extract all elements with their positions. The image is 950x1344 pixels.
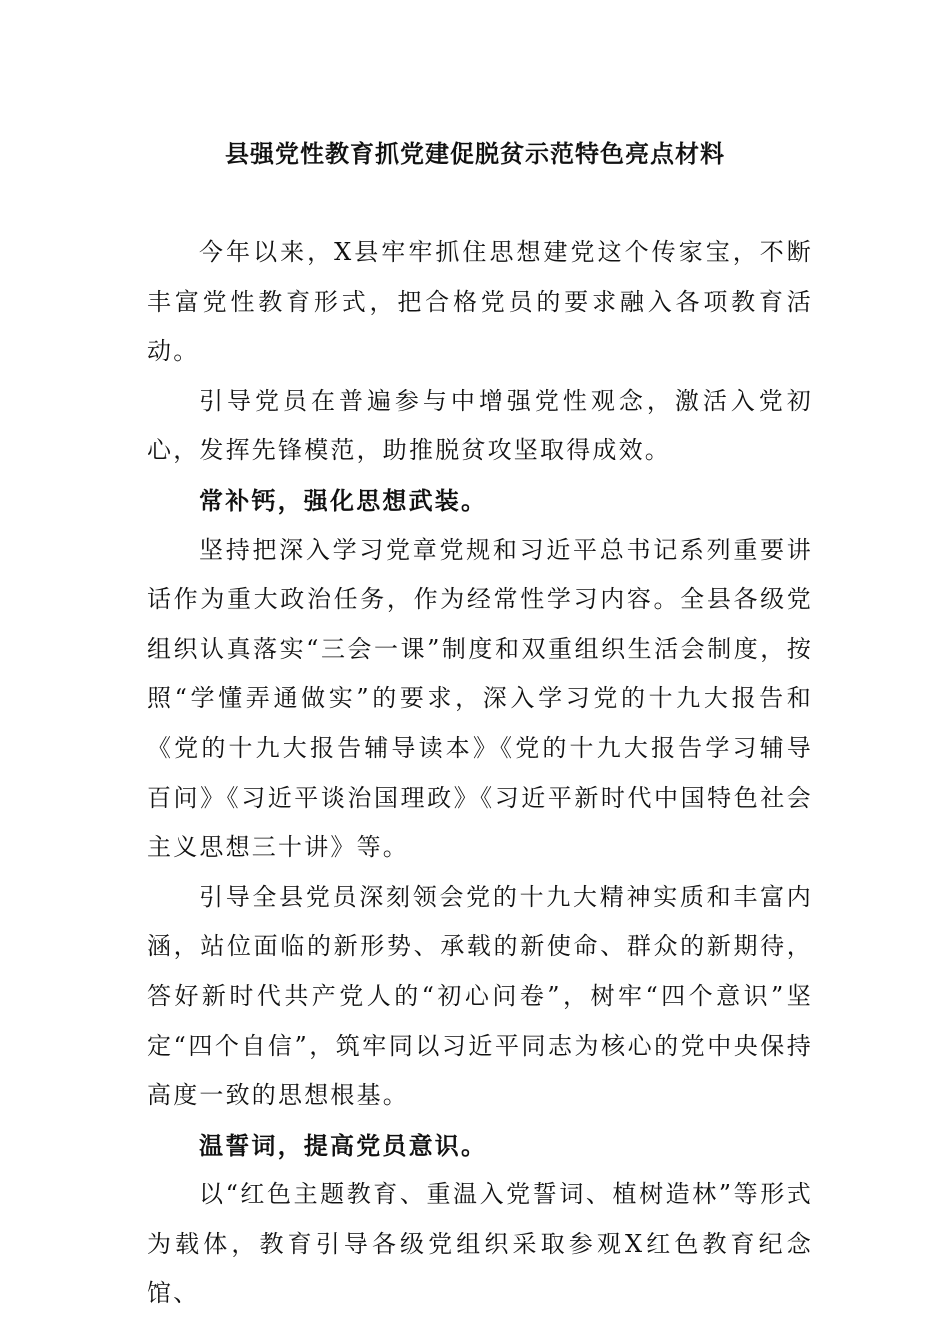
paragraph-study-content: 坚持把深入学习党章党规和习近平总书记系列重要讲话作为重大政治任务，作为经常性学习内容。全县各级党组织认真落实“三会一课”制度和双重组织生活会制度，按照“学懂弄通做实”的要求，深入学习党的十九大报告和《党的十九大报告辅导读本》《党的十九大报告学习辅导百问》《习近平谈治国理政》《习近平新时代中国特色社会主义思想三十讲》等。 [147,535,813,862]
paragraph-study-guidance: 引导全县党员深刻领会党的十九大精神实质和丰富内涵，站位面临的新形势、承载的新使命、群众的新期待，答好新时代共产党人的“初心问卷”，树牢“四个意识”坚定“四个自信”，筑牢同以习近平同志为核心的党中央保持高度一致的思想根基。 [147,882,813,1110]
document-title: 县强党性教育抓党建促脱贫示范特色亮点材料 [225,139,725,168]
paragraph-intro: 今年以来，X县牢牢抓住思想建党这个传家宝，不断丰富党性教育形式，把合格党员的要求融入各项教育活动。 [147,238,813,366]
section-heading-study: 常补钙，强化思想武装。 [199,485,488,515]
document-body [147,228,813,1319]
paragraph-guidance: 引导党员在普遍参与中增强党性观念，激活入党初心，发挥先锋模范，助推脱贫攻坚取得成效。 [147,386,813,465]
section-heading-oath: 温誓词，提高党员意识。 [199,1130,488,1160]
paragraph-oath-activities: 以“红色主题教育、重温入党誓词、植树造林”等形式为载体，教育引导各级党组织采取参观X红色教育纪念馆、 [147,1180,813,1308]
